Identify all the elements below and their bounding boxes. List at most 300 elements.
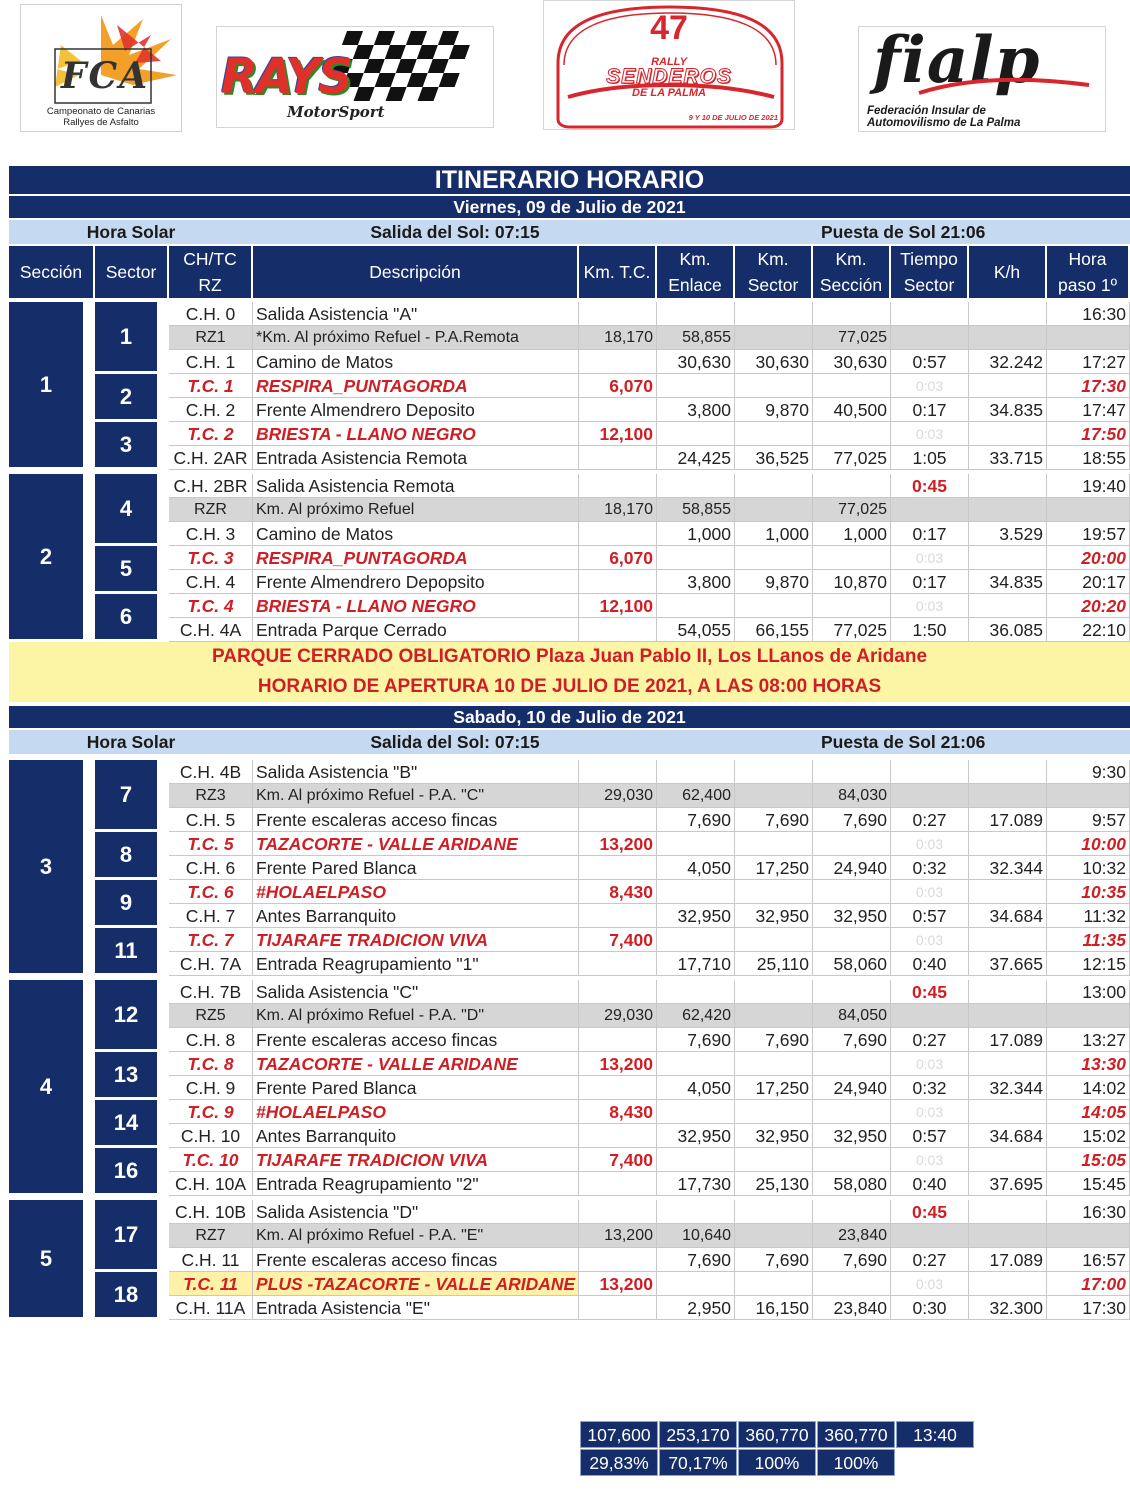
km-enlace (657, 1100, 735, 1124)
col-seccion: Sección (9, 246, 95, 302)
km-seccion: 23,840 (813, 1224, 891, 1248)
gap-cell (160, 832, 169, 880)
km-seccion: 77,025 (813, 446, 891, 470)
control-description: Salida Asistencia "A" (253, 302, 579, 326)
hora-paso: 22:10 (1047, 618, 1130, 642)
km-seccion: 10,870 (813, 570, 891, 594)
km-enlace: 10,640 (657, 1224, 735, 1248)
solar-spacer (657, 220, 813, 246)
table-row (9, 1028, 1130, 1052)
km-enlace: 32,950 (657, 1124, 735, 1148)
control-description: BRIESTA - LLANO NEGRO (253, 422, 579, 446)
hora-paso: 16:30 (1047, 1200, 1130, 1224)
km-sector: 7,690 (735, 1248, 813, 1272)
gap-cell (160, 1100, 169, 1148)
sector-number: 4 (95, 474, 160, 546)
tiempo-sector: 0:57 (891, 350, 969, 374)
tiempo-sector: 0:03 (891, 832, 969, 856)
speed-kh (969, 374, 1047, 398)
gap-cell (160, 1272, 169, 1320)
control-description: Km. Al próximo Refuel - P.A. "E" (253, 1224, 579, 1248)
tiempo-sector: 0:03 (891, 1100, 969, 1124)
km-sector: 7,690 (735, 1028, 813, 1052)
hora-paso: 20:17 (1047, 570, 1130, 594)
fca-caption (21, 106, 181, 128)
page-title: ITINERARIO HORARIO (9, 166, 1130, 196)
table-row (9, 856, 1130, 880)
pct-km-tc: 29,83% (580, 1449, 658, 1476)
tiempo-sector: 0:32 (891, 1076, 969, 1100)
tiempo-sector: 0:27 (891, 808, 969, 832)
km-seccion (813, 1200, 891, 1224)
pct-km-sector: 100% (738, 1449, 816, 1476)
hora-paso (1047, 784, 1130, 808)
control-code: RZ7 (169, 1224, 253, 1248)
km-sector (735, 1148, 813, 1172)
control-description: Salida Asistencia Remota (253, 474, 579, 498)
control-description: RESPIRA_PUNTAGORDA (253, 374, 579, 398)
fialp-caption (867, 105, 1020, 129)
km-seccion: 84,030 (813, 784, 891, 808)
hora-paso: 18:55 (1047, 446, 1130, 470)
control-code: C.H. 2BR (169, 474, 253, 498)
control-code: C.H. 4B (169, 760, 253, 784)
table-row (9, 808, 1130, 832)
sector-number: 9 (95, 880, 160, 928)
km-seccion (813, 1052, 891, 1076)
sector-number: 17 (95, 1200, 160, 1272)
speed-kh (969, 1200, 1047, 1224)
sector-number: 16 (95, 1148, 160, 1196)
table-row (9, 904, 1130, 928)
km-seccion (813, 980, 891, 1004)
km-seccion: 58,080 (813, 1172, 891, 1196)
rally-logo (543, 0, 795, 130)
control-description: *Km. Al próximo Refuel - P.A.Remota (253, 326, 579, 350)
km-enlace (657, 1200, 735, 1224)
tiempo-sector: 0:03 (891, 422, 969, 446)
sunrise-label: Salida del Sol: 07:15 (253, 730, 657, 756)
hora-paso (1047, 1004, 1130, 1028)
control-code: C.H. 8 (169, 1028, 253, 1052)
hora-paso (1047, 326, 1130, 350)
km-tc: 29,030 (579, 1004, 657, 1028)
km-sector (735, 546, 813, 570)
km-tc (579, 350, 657, 374)
fialp-caption-line2: Automovilismo de La Palma (867, 117, 1021, 129)
section-number: 1 (9, 302, 86, 470)
km-seccion: 7,690 (813, 808, 891, 832)
control-code: C.H. 1 (169, 350, 253, 374)
hora-paso: 15:05 (1047, 1148, 1130, 1172)
tiempo-sector: 0:03 (891, 928, 969, 952)
total-km-seccion: 360,770 (817, 1421, 895, 1448)
km-seccion: 24,940 (813, 856, 891, 880)
km-seccion: 32,950 (813, 1124, 891, 1148)
total-km-enlace: 253,170 (659, 1421, 737, 1448)
gap-cell (160, 880, 169, 928)
tiempo-sector: 1:05 (891, 446, 969, 470)
gap-cell (86, 980, 95, 1196)
control-description: Frente escaleras acceso fincas (253, 1028, 579, 1052)
speed-kh: 17.089 (969, 1248, 1047, 1272)
km-tc: 7,400 (579, 1148, 657, 1172)
km-sector: 25,110 (735, 952, 813, 976)
tiempo-sector: 0:40 (891, 952, 969, 976)
table-row (9, 522, 1130, 546)
control-code: T.C. 10 (169, 1148, 253, 1172)
fca-logo (20, 4, 182, 132)
gap-cell (160, 1052, 169, 1100)
total-time: 13:40 (896, 1421, 974, 1448)
km-tc: 6,070 (579, 374, 657, 398)
speed-kh: 36.085 (969, 618, 1047, 642)
speed-kh (969, 422, 1047, 446)
table-row (9, 618, 1130, 642)
speed-kh: 32.344 (969, 856, 1047, 880)
hora-paso: 9:30 (1047, 760, 1130, 784)
km-tc: 12,100 (579, 422, 657, 446)
sunrise-label: Salida del Sol: 07:15 (253, 220, 657, 246)
control-description: TIJARAFE TRADICION VIVA (253, 928, 579, 952)
table-row (9, 446, 1130, 470)
day-label: Sabado, 10 de Julio de 2021 (9, 706, 1130, 730)
km-seccion (813, 302, 891, 326)
hora-paso: 13:30 (1047, 1052, 1130, 1076)
hora-paso: 13:27 (1047, 1028, 1130, 1052)
km-sector (735, 1224, 813, 1248)
tiempo-sector: 0:17 (891, 522, 969, 546)
table-row (9, 546, 1130, 570)
km-tc (579, 474, 657, 498)
km-tc (579, 522, 657, 546)
control-code: RZR (169, 498, 253, 522)
hora-paso: 10:32 (1047, 856, 1130, 880)
km-tc (579, 1200, 657, 1224)
km-sector: 32,950 (735, 904, 813, 928)
control-code: T.C. 6 (169, 880, 253, 904)
km-sector: 30,630 (735, 350, 813, 374)
km-enlace (657, 422, 735, 446)
km-enlace: 7,690 (657, 1028, 735, 1052)
km-tc (579, 1172, 657, 1196)
control-code: C.H. 3 (169, 522, 253, 546)
hora-paso: 17:27 (1047, 350, 1130, 374)
km-seccion: 7,690 (813, 1248, 891, 1272)
rally-line1: RALLY (651, 56, 687, 68)
control-description: TAZACORTE - VALLE ARIDANE (253, 832, 579, 856)
km-sector (735, 760, 813, 784)
tiempo-sector: 0:17 (891, 398, 969, 422)
control-description: Salida Asistencia "C" (253, 980, 579, 1004)
day-row (9, 196, 1130, 220)
control-description: Km. Al próximo Refuel - P.A. "D" (253, 1004, 579, 1028)
day-label: Viernes, 09 de Julio de 2021 (9, 196, 1130, 220)
km-sector (735, 980, 813, 1004)
control-code: C.H. 6 (169, 856, 253, 880)
km-seccion (813, 422, 891, 446)
km-sector: 1,000 (735, 522, 813, 546)
control-code: T.C. 4 (169, 594, 253, 618)
totals-km-row (580, 1421, 975, 1449)
fca-caption-line1: Campeonato de Canarias (46, 106, 156, 117)
sector-number: 1 (95, 302, 160, 374)
km-enlace: 4,050 (657, 1076, 735, 1100)
km-enlace: 17,730 (657, 1172, 735, 1196)
km-tc: 6,070 (579, 546, 657, 570)
km-seccion (813, 546, 891, 570)
speed-kh: 37.665 (969, 952, 1047, 976)
hora-paso: 11:35 (1047, 928, 1130, 952)
km-sector (735, 1272, 813, 1296)
km-sector: 9,870 (735, 570, 813, 594)
table-row (9, 302, 1130, 326)
speed-kh (969, 1272, 1047, 1296)
km-sector (735, 928, 813, 952)
sunset-label: Puesta de Sol 21:06 (813, 220, 1130, 246)
km-sector: 32,950 (735, 1124, 813, 1148)
speed-kh: 3.529 (969, 522, 1047, 546)
hora-paso: 20:00 (1047, 546, 1130, 570)
table-row (9, 570, 1130, 594)
control-code: C.H. 5 (169, 808, 253, 832)
control-description: Entrada Asistencia Remota (253, 446, 579, 470)
tiempo-sector: 0:03 (891, 880, 969, 904)
title-row (9, 166, 1130, 196)
km-tc (579, 570, 657, 594)
table-row (9, 1172, 1130, 1196)
speed-kh (969, 546, 1047, 570)
control-code: C.H. 2 (169, 398, 253, 422)
km-tc: 12,100 (579, 594, 657, 618)
km-tc (579, 1124, 657, 1148)
km-tc (579, 302, 657, 326)
speed-kh (969, 1004, 1047, 1028)
km-enlace: 62,420 (657, 1004, 735, 1028)
tiempo-sector (891, 784, 969, 808)
table-row (9, 1272, 1130, 1296)
control-code: C.H. 10 (169, 1124, 253, 1148)
km-tc: 8,430 (579, 880, 657, 904)
km-seccion: 84,050 (813, 1004, 891, 1028)
tiempo-sector: 0:03 (891, 1272, 969, 1296)
col-km-tc: Km. T.C. (579, 246, 657, 302)
km-tc: 29,030 (579, 784, 657, 808)
km-tc (579, 760, 657, 784)
km-seccion: 1,000 (813, 522, 891, 546)
km-enlace (657, 980, 735, 1004)
section-number: 2 (9, 474, 86, 642)
hora-paso: 11:32 (1047, 904, 1130, 928)
sector-number: 14 (95, 1100, 160, 1148)
solar-row (9, 730, 1130, 756)
section-number: 3 (9, 760, 86, 976)
table-row (9, 498, 1130, 522)
control-code: T.C. 3 (169, 546, 253, 570)
km-enlace: 3,800 (657, 398, 735, 422)
pct-km-enlace: 70,17% (659, 1449, 737, 1476)
tiempo-sector: 0:27 (891, 1028, 969, 1052)
km-tc (579, 1296, 657, 1320)
control-code: C.H. 7A (169, 952, 253, 976)
control-code: T.C. 1 (169, 374, 253, 398)
tiempo-sector (891, 302, 969, 326)
speed-kh: 17.089 (969, 1028, 1047, 1052)
km-enlace (657, 546, 735, 570)
speed-kh (969, 980, 1047, 1004)
gap-cell (160, 980, 169, 1052)
speed-kh: 34.684 (969, 1124, 1047, 1148)
tiempo-sector: 0:32 (891, 856, 969, 880)
hora-paso: 14:02 (1047, 1076, 1130, 1100)
km-enlace (657, 1272, 735, 1296)
section-number: 5 (9, 1200, 86, 1320)
gap-cell (160, 760, 169, 832)
table-row (9, 1248, 1130, 1272)
km-sector (735, 832, 813, 856)
solar-row (9, 220, 1130, 246)
tiempo-sector: 0:45 (891, 1200, 969, 1224)
gap-cell (160, 1148, 169, 1196)
control-code: C.H. 4 (169, 570, 253, 594)
speed-kh: 32.242 (969, 350, 1047, 374)
control-description: Frente escaleras acceso fincas (253, 1248, 579, 1272)
parque-row-1 (9, 642, 1130, 672)
km-seccion: 77,025 (813, 618, 891, 642)
solar-label: Hora Solar (9, 730, 253, 756)
hora-paso: 13:00 (1047, 980, 1130, 1004)
sector-number: 18 (95, 1272, 160, 1320)
control-description: Frente Pared Blanca (253, 1076, 579, 1100)
km-seccion (813, 832, 891, 856)
hora-paso: 10:00 (1047, 832, 1130, 856)
tiempo-sector: 1:50 (891, 618, 969, 642)
km-tc (579, 856, 657, 880)
speed-kh: 34.684 (969, 904, 1047, 928)
hora-paso: 14:05 (1047, 1100, 1130, 1124)
control-description: Frente Almendrero Depopsito (253, 570, 579, 594)
km-seccion: 30,630 (813, 350, 891, 374)
km-enlace (657, 302, 735, 326)
km-sector: 17,250 (735, 1076, 813, 1100)
km-tc: 8,430 (579, 1100, 657, 1124)
control-description: PLUS -TAZACORTE - VALLE ARIDANE (253, 1272, 579, 1296)
km-tc: 7,400 (579, 928, 657, 952)
km-sector (735, 474, 813, 498)
tiempo-sector: 0:57 (891, 1124, 969, 1148)
control-code: C.H. 10A (169, 1172, 253, 1196)
speed-kh: 32.300 (969, 1296, 1047, 1320)
tiempo-sector: 0:45 (891, 980, 969, 1004)
gap-cell (160, 302, 169, 374)
speed-kh: 34.835 (969, 570, 1047, 594)
tiempo-sector (891, 1224, 969, 1248)
km-seccion (813, 474, 891, 498)
speed-kh (969, 302, 1047, 326)
table-row (9, 1004, 1130, 1028)
tiempo-sector: 0:03 (891, 1148, 969, 1172)
km-seccion: 77,025 (813, 498, 891, 522)
km-sector: 17,250 (735, 856, 813, 880)
table-row (9, 422, 1130, 446)
itinerary-sheet (9, 166, 1130, 1320)
km-tc: 13,200 (579, 1272, 657, 1296)
table-row (9, 952, 1130, 976)
hora-paso: 17:47 (1047, 398, 1130, 422)
gap-cell (86, 760, 95, 976)
speed-kh: 37.695 (969, 1172, 1047, 1196)
control-code: RZ5 (169, 1004, 253, 1028)
km-tc (579, 446, 657, 470)
table-row (9, 326, 1130, 350)
solar-spacer (657, 730, 813, 756)
tiempo-sector (891, 1004, 969, 1028)
tiempo-sector (891, 760, 969, 784)
gap-cell (160, 374, 169, 422)
km-enlace: 32,950 (657, 904, 735, 928)
km-sector (735, 1100, 813, 1124)
tiempo-sector: 0:17 (891, 570, 969, 594)
km-tc (579, 980, 657, 1004)
table-row (9, 1076, 1130, 1100)
km-enlace: 1,000 (657, 522, 735, 546)
hora-paso: 16:57 (1047, 1248, 1130, 1272)
rays-logo (216, 26, 494, 128)
tiempo-sector: 0:03 (891, 1052, 969, 1076)
km-enlace: 58,855 (657, 498, 735, 522)
km-sector (735, 498, 813, 522)
hora-paso: 16:30 (1047, 302, 1130, 326)
gap-cell (160, 546, 169, 594)
km-sector (735, 1004, 813, 1028)
table-row (9, 1224, 1130, 1248)
sector-number: 3 (95, 422, 160, 470)
speed-kh (969, 880, 1047, 904)
table-row (9, 1148, 1130, 1172)
logo-strip (0, 0, 1130, 160)
parque-cerrado-line2: HORARIO DE APERTURA 10 DE JULIO DE 2021, A LAS 08:00 HORAS (9, 672, 1130, 702)
table-row (9, 880, 1130, 904)
col-kh: K/h (969, 246, 1047, 302)
km-seccion: 58,060 (813, 952, 891, 976)
table-row (9, 760, 1130, 784)
control-code: RZ3 (169, 784, 253, 808)
km-sector: 36,525 (735, 446, 813, 470)
hora-paso: 17:50 (1047, 422, 1130, 446)
km-tc (579, 1028, 657, 1052)
col-km-enlace: Km. Enlace (657, 246, 735, 302)
column-header-row (9, 246, 1130, 302)
rays-wordmark: RAYS (221, 49, 351, 105)
table-row (9, 1052, 1130, 1076)
control-description: Frente escaleras acceso fincas (253, 808, 579, 832)
km-enlace: 2,950 (657, 1296, 735, 1320)
km-tc (579, 952, 657, 976)
km-sector (735, 302, 813, 326)
km-seccion (813, 760, 891, 784)
control-code: C.H. 2AR (169, 446, 253, 470)
speed-kh: 34.835 (969, 398, 1047, 422)
km-sector (735, 1200, 813, 1224)
km-seccion: 77,025 (813, 326, 891, 350)
hora-paso: 19:40 (1047, 474, 1130, 498)
control-description: Entrada Asistencia "E" (253, 1296, 579, 1320)
itinerary-table (9, 166, 1130, 1320)
hora-paso: 15:02 (1047, 1124, 1130, 1148)
table-row (9, 784, 1130, 808)
gap-cell (160, 594, 169, 642)
fialp-caption-line1: Federación Insular de (867, 105, 986, 117)
